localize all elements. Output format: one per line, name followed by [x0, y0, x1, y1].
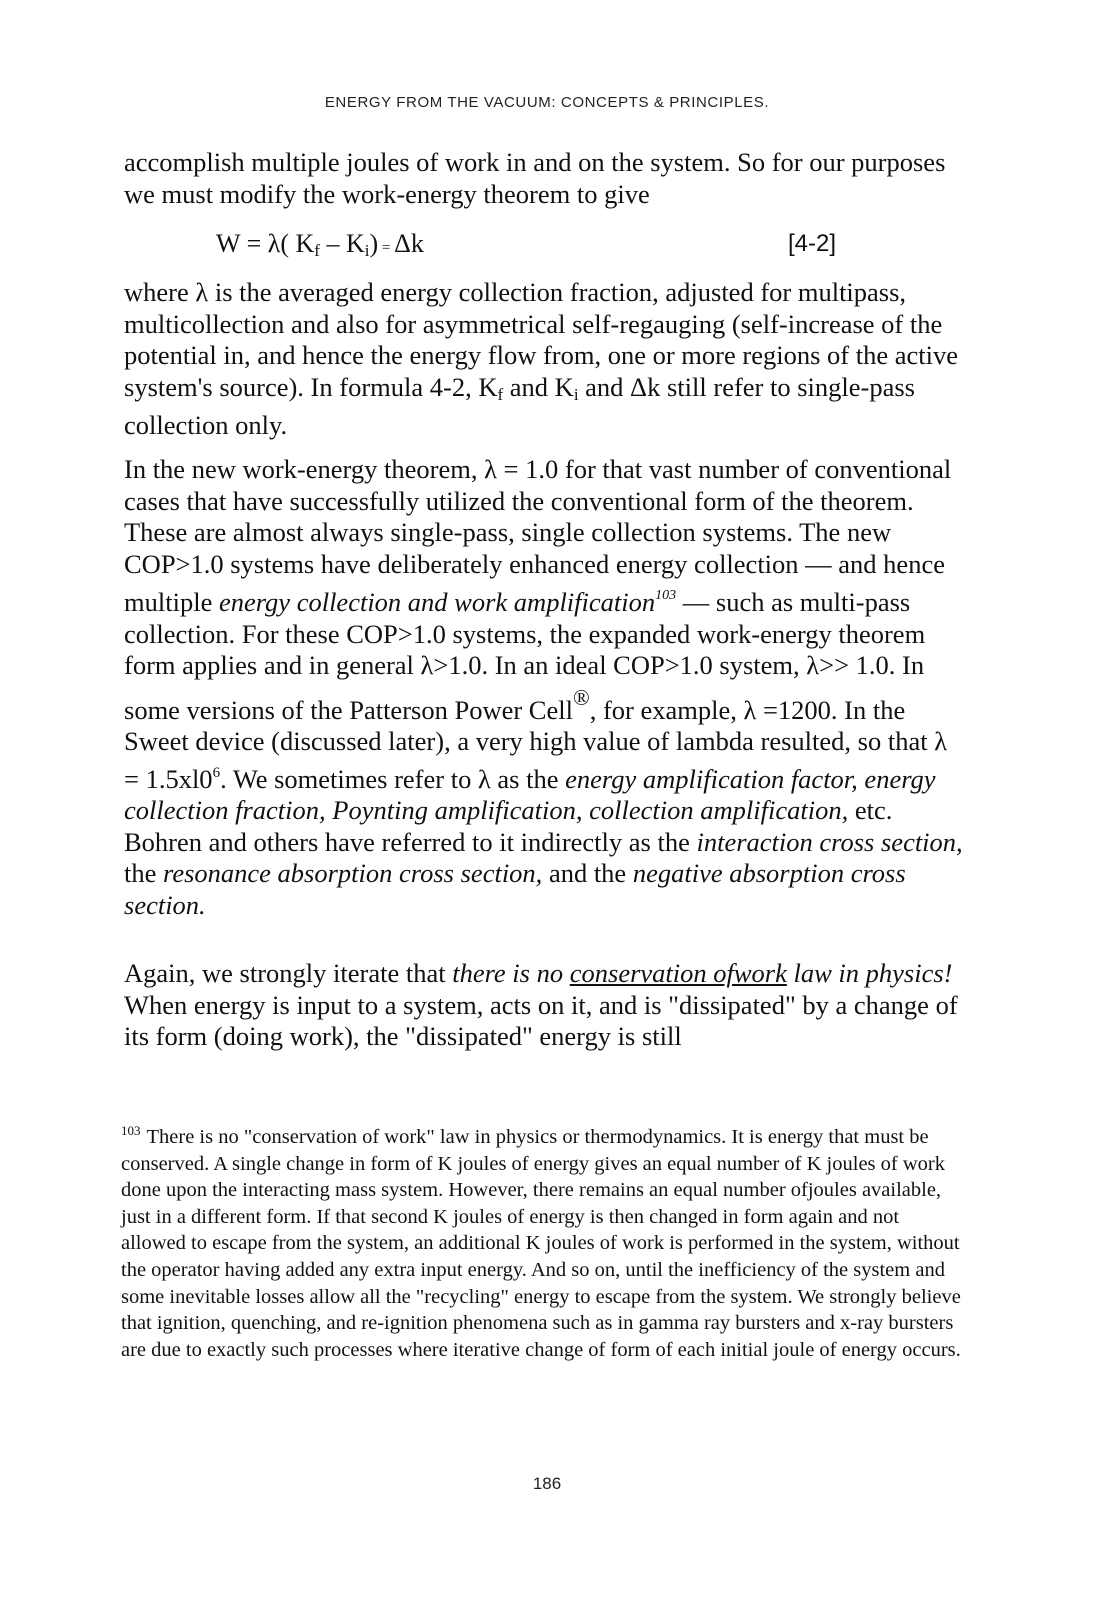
footnote-reference-103[interactable]: 103 [655, 588, 677, 603]
p3-text-4: . We sometimes refer to λ as the [220, 763, 566, 794]
equation-minus: – K [319, 229, 365, 258]
p4-italic-1: there is no [452, 958, 570, 988]
paragraph-3 [124, 454, 964, 921]
p2-subscript-f: f [497, 384, 504, 404]
p3-text-5: etc. Bohren and others have referred to it indirectly as the [124, 795, 893, 857]
paragraph-2 [124, 277, 964, 442]
p3-text-3: , for example, λ =1200. In the Sweet device (discussed later), a very high value of lambda resulted, so that λ = 1.5xl0 [124, 694, 948, 794]
equation-4-2 [216, 227, 836, 261]
p2-text-a: where λ is the averaged energy collection fraction, adjusted for multipass, multicollection and also for asymmetrical self-regauging (self-increase of the potential in, and hence the energy flow from, one or more regions of the active system's source). In formula 4-2, K [124, 277, 958, 402]
running-header: ENERGY FROM THE VACUUM: CONCEPTS & PRINCIPLES. [324, 94, 770, 111]
equation-subscript-f: f [314, 241, 320, 260]
p4-text-2: When energy is input to a system, acts on it, and is "dissipated" by a change of its form (doing work), the "dissipated" energy is still [124, 989, 958, 1051]
equation-lhs: W = λ( K [216, 229, 315, 258]
equation-equals: = [378, 240, 395, 256]
p3-exponent: 6 [212, 764, 221, 781]
p3-italic-5: negative absorption cross section. [124, 858, 906, 920]
p4-underlined: conservation ofwork [569, 958, 787, 988]
p3-italic-2: energy amplification factor, energy collection fraction, Poynting amplification, collection amplification, [124, 763, 936, 825]
p3-italic-4: resonance absorption cross section, [163, 858, 543, 888]
p3-text-1: In the new work-energy theorem, λ = 1.0 for that vast number of conventional cases that have successfully utilized the conventional form of the theorem. These are almost always single-pass, single collection systems. The new COP>1.0 systems have deliberately enhanced energy collection — and hence multiple [124, 454, 952, 617]
paragraph-4 [124, 958, 964, 1053]
equation-subscript-i: i [364, 241, 370, 260]
p3-text-7: and the [542, 858, 633, 888]
p2-subscript-i: i [573, 384, 579, 404]
equation-rhs: Δk [394, 229, 424, 258]
registered-mark: ® [572, 684, 590, 710]
p4-text-1: Again, we strongly iterate that [124, 958, 453, 988]
page-number: 186 [532, 1474, 562, 1493]
p3-text-2: — such as multi-pass collection. For these COP>1.0 systems, the expanded work-energy theorem form applies and in general λ>1.0. In an ideal COP>1.0 system, λ>> 1.0. In some versions of the Patterson Power Cell [124, 587, 926, 725]
footnote-103 [121, 1118, 966, 1363]
p3-italic-1: energy collection and work amplification [218, 587, 656, 617]
p3-italic-3: interaction cross section, [696, 826, 963, 857]
p2-text-b: and K [503, 371, 574, 402]
p2-text-c: and Δk still refer to single-pass collection only. [124, 371, 915, 440]
footnote-number: 103 [121, 1123, 141, 1138]
equation-number: [4-2] [787, 230, 836, 257]
footnote-text: There is no "conservation of work" law in physics or thermodynamics. It is energy that must be conserved. A single change in form of K joules of energy gives an equal number of K joules of work done upon the interacting mass system. However, there remains an equal number ofjoules available, just in a different form. If that second K joules of energy is then changed in form again and not allowed to escape from the system, an additional K joules of work is performed in the system, without the operator having added any extra input energy. And so on, until the inefficiency of the system and some inevitable losses allow all the "recycling" energy to escape from the system. We strongly believe that ignition, quenching, and re-ignition phenomena such as in gamma ray bursters and x-ray bursters are due to exactly such processes where iterative change of form of each initial joule of energy occurs. [121, 1126, 961, 1361]
equation-close-paren: ) [369, 229, 379, 258]
paragraph-1: accomplish multiple joules of work in and on the system. So for our purposes we must modify the work-energy theorem to give [124, 147, 946, 209]
p4-italic-2: law in physics! [786, 958, 953, 988]
p3-text-6: the [124, 858, 163, 888]
